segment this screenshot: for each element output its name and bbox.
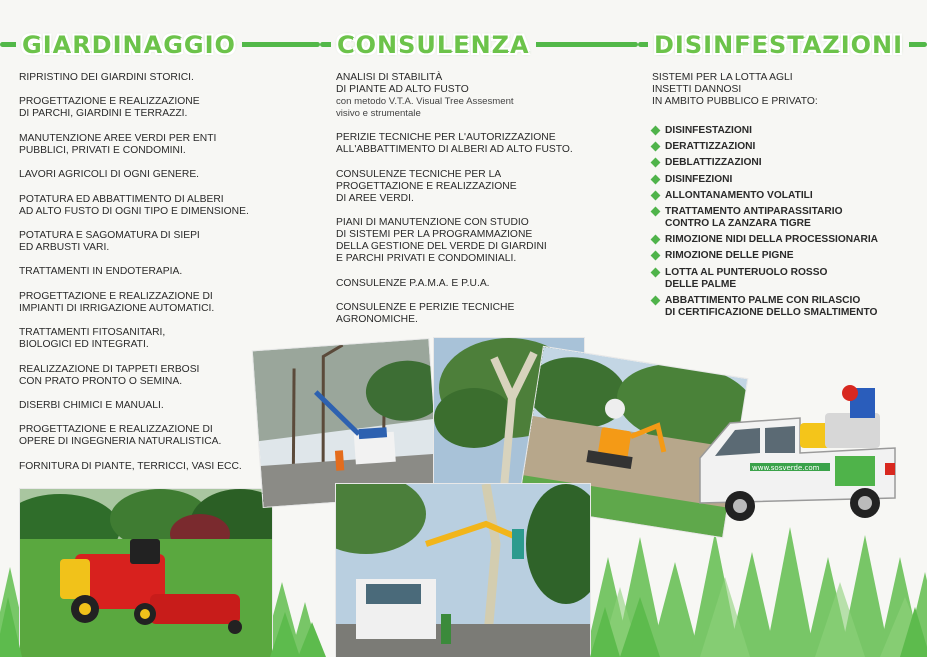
photo-service-van (690, 378, 902, 538)
photo-crane-truck (253, 339, 439, 507)
consulenza-item: CONSULENZE TECNICHE PER LA PROGETTAZIONE E REALIZZAZIONE DI AREE VERDI. (336, 168, 517, 204)
list-item: TRATTAMENTO ANTIPARASSITARIO CONTRO LA ZANZARA TIGRE (652, 206, 924, 230)
giardinaggio-item: FORNITURA DI PIANTE, TERRICCI, VASI ECC. (19, 460, 242, 472)
list-item: DISINFEZIONI (652, 174, 924, 186)
disinfestazioni-intro: SISTEMI PER LA LOTTA AGLI INSETTI DANNOSI IN AMBITO PUBBLICO E PRIVATO: (652, 72, 818, 107)
giardinaggio-list (19, 72, 269, 485)
disinfestazioni-list (652, 72, 924, 323)
consulenza-item: CONSULENZE P.A.M.A. E P.U.A. (336, 277, 490, 289)
tree-foreground-decoration (0, 597, 927, 657)
diamond-bullet-icon (651, 126, 661, 136)
list-item: LOTTA AL PUNTERUOLO ROSSO DELLE PALME (652, 267, 924, 291)
giardinaggio-item: TRATTAMENTI FITOSANITARI, BIOLOGICI ED INTEGRATI. (19, 327, 166, 351)
giardinaggio-item: PROGETTAZIONE E REALIZZAZIONE DI PARCHI, GIARDINI E TERRAZZI. (19, 96, 200, 120)
list-item: RIMOZIONE NIDI DELLA PROCESSIONARIA (652, 234, 924, 246)
list-item: DISINFESTAZIONI (652, 125, 924, 137)
giardinaggio-item: PROGETTAZIONE E REALIZZAZIONE DI OPERE DI INGEGNERIA NATURALISTICA. (19, 424, 222, 448)
giardinaggio-item: POTATURA ED ABBATTIMENTO DI ALBERI AD ALTO FUSTO DI OGNI TIPO E DIMENSIONE. (19, 193, 249, 217)
title-disinfestazioni: DISINFESTAZIONI (648, 30, 909, 60)
diamond-bullet-icon (651, 235, 661, 245)
giardinaggio-item: LAVORI AGRICOLI DI OGNI GENERE. (19, 169, 200, 181)
title-consulenza: CONSULENZA (331, 30, 536, 60)
giardinaggio-item: REALIZZAZIONE DI TAPPETI ERBOSI CON PRATO PRONTO O SEMINA. (19, 363, 200, 387)
giardinaggio-item: POTATURA E SAGOMATURA DI SIEPI ED ARBUSTI VARI. (19, 229, 200, 253)
diamond-bullet-icon (651, 158, 661, 168)
giardinaggio-item: RIPRISTINO DEI GIARDINI STORICI. (19, 72, 194, 83)
consulenza-item: PIANI DI MANUTENZIONE CON STUDIO DI SISTEMI PER LA PROGRAMMAZIONE DELLA GESTIONE DEL VERDE DI GIARDINI E PARCHI PRIVATI E CONDOMINIALI. (336, 217, 547, 264)
diamond-bullet-icon (651, 295, 661, 305)
van-text: www.sosverde.com (752, 464, 820, 472)
consulenza-vta (336, 72, 598, 120)
diamond-bullet-icon (651, 142, 661, 152)
disinfestazioni-bullets (652, 125, 924, 319)
diamond-bullet-icon (651, 267, 661, 277)
vta-heading: ANALISI DI STABILITÀ DI PIANTE AD ALTO FUSTO (336, 72, 469, 95)
title-giardinaggio: GIARDINAGGIO (16, 30, 242, 60)
list-item: ABBATTIMENTO PALME CON RILASCIO DI CERTIFICAZIONE DELLO SMALTIMENTO (652, 295, 924, 319)
vta-detail: con metodo V.T.A. Visual Tree Assesment visivo e strumentale (336, 96, 514, 119)
diamond-bullet-icon (651, 174, 661, 184)
consulenza-item: PERIZIE TECNICHE PER L'AUTORIZZAZIONE ALL'ABBATTIMENTO DI ALBERI AD ALTO FUSTO. (336, 132, 573, 155)
diamond-bullet-icon (651, 251, 661, 261)
giardinaggio-item: DISERBI CHIMICI E MANUALI. (19, 399, 164, 411)
giardinaggio-item: PROGETTAZIONE E REALIZZAZIONE DI IMPIANTI DI IRRIGAZIONE AUTOMATICI. (19, 290, 215, 314)
list-item: DERATTIZZAZIONI (652, 141, 924, 153)
consulenza-list (336, 72, 598, 339)
list-item: DEBLATTIZZAZIONI (652, 157, 924, 169)
giardinaggio-item: TRATTAMENTI IN ENDOTERAPIA. (19, 266, 183, 278)
giardinaggio-item: MANUTENZIONE AREE VERDI PER ENTI PUBBLICI, PRIVATI E CONDOMINI. (19, 132, 217, 156)
list-item: RIMOZIONE DELLE PIGNE (652, 250, 924, 262)
diamond-bullet-icon (651, 206, 661, 216)
consulenza-item: CONSULENZE E PERIZIE TECNICHE AGRONOMICHE. (336, 302, 515, 325)
diamond-bullet-icon (651, 190, 661, 200)
list-item: ALLONTANAMENTO VOLATILI (652, 190, 924, 202)
